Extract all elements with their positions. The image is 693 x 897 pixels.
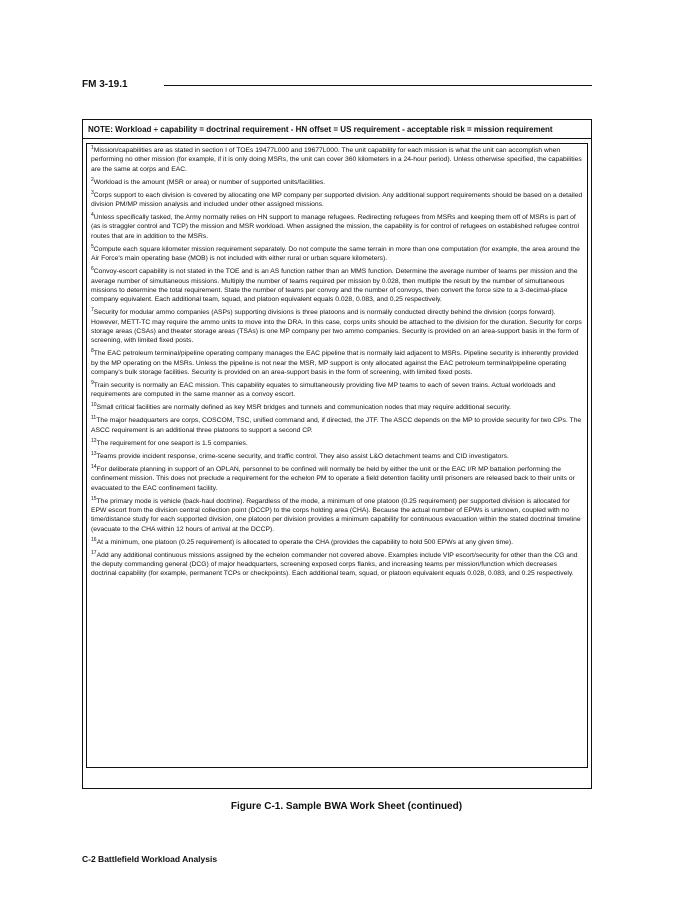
footnote-number: 2 [91, 176, 94, 183]
footnote-text: Mission/capabilities are as stated in section I of TOEs 19477L000 and 19677L000. The unit capability for each mission is what the unit can accomplish when performing no other mission (for example, if it is only doing MSRs, the unit can cover 360 kilometers in a 24-hour period). Unless otherwise specified, the capabilities are the same at corps and EAC. [91, 147, 582, 173]
footnote-text: The primary mode is vehicle (back-haul doctrine). Regardless of the mode, a minimum of one platoon (0.25 requirement) per supported division is allocated for EPW escort from the division central collection point (DCCP) to the corps holding area (CHA). Because the actual number of EPWs is unknown, coupled with no time/distance study for each supported division, one platoon per division provides a minimum capability for continuous evacuation within the stated doctrinal timeline (evacuate to the CHA within 12 hours of arrival at the DCCP). [91, 497, 581, 533]
footnote [91, 245, 584, 264]
footnote-text: The requirement for one seaport is 1.5 companies. [96, 439, 248, 447]
footnote-text: Compute each square kilometer mission requirement separately. Do not compute the same terrain in more than one computation (for example, the area around the Air Force's main operating base (MOB) is not included with either rural or urban square kilometers). [91, 245, 580, 263]
manual-id: FM 3-19.1 [82, 79, 128, 90]
footnote-number: 1 [91, 145, 94, 151]
footnote-number: 9 [91, 379, 94, 386]
page-footer: C-2 Battlefield Workload Analysis [82, 854, 218, 864]
footnote [91, 551, 584, 579]
worksheet-frame [82, 119, 592, 789]
footnote-text: Security for modular ammo companies (ASPs) supporting divisions is three platoons and is normally conducted directly behind the division (corps forward). However, METT-TC may require the ammo units to move into the DRA. In this case, corps units should be attached to the division for the duration. Security for corps storage areas (CSAs) and theater storage areas (TSAs) is one MP company per two ammo companies. Security is provided on an area-support basis in the form of screening, with limited fixed posts. [91, 309, 582, 345]
footnote-number: 5 [91, 243, 94, 250]
note-row: NOTE: Workload ÷ capability = doctrinal requirement - HN offset = US requirement - acceptable risk = mission requirement [83, 120, 591, 139]
footnote-text: Teams provide incident response, crime-scene security, and traffic control. They also assist L&O detachment teams and CID investigators. [96, 452, 509, 460]
footnote-text: Unless specifically tasked, the Army normally relies on HN support to manage refugees. Redirecting refugees from MSRs and keeping them off of MSRs is part of (as is straggler control and TCP) the mission and MSR workload. When assigned the mission, the capability is for control of refugees on established refugee control routes that are in addition to the MSRs. [91, 214, 579, 240]
page-header [82, 78, 592, 92]
footnote-number: 12 [91, 437, 97, 444]
footnote [91, 538, 584, 547]
footnote [91, 146, 584, 174]
footnote-text: Add any additional continuous missions assigned by the echelon commander not covered above. Examples include VIP escort/security for other than the CG and the deputy commanding general (DCG) of major headquarters, screening exposed corps flanks, and increasing teams per mission/function which decreases doctrinal capability (for example, permanent TCPs or checkpoints). Each additional team, squad, or platoon equivalent equals 0.028, 0.083, and 0.25 respectively. [91, 551, 578, 578]
footnote [91, 308, 584, 345]
footnote-number: 10 [91, 402, 97, 409]
footnote-text: Small critical facilities are normally defined as key MSR bridges and tunnels and communication nodes that may require additional security. [96, 404, 512, 412]
footnote-number: 3 [91, 189, 94, 196]
footnote-number: 7 [91, 307, 94, 314]
footnote-number: 6 [91, 266, 94, 273]
header-rule [164, 85, 592, 86]
footnote-text: The major headquarters are corps, COSCOM, TSC, unified command and, if directed, the JTF. The ASCC depends on the MP to provide security for two CPs. The ASCC requirement is an additional three platoons to support a second CP. [91, 417, 582, 434]
footnote-text: Train security is normally an EAC mission. This capability equates to simultaneously providing five MP teams to each of seven trains. Actual workloads and requirements are computed in the same manner as a convoy escort. [91, 381, 556, 399]
footnote-text: For deliberate planning in support of an OPLAN, personnel to be confined will normally be held by either the unit or the EAC I/R MP battalion performing the confinement mission. This does not preclude a requirement for the echelon PM to operate a field detention facility until prisoners are released back to their units or evacuated to the EAC confinement facility. [91, 465, 575, 492]
footnote [91, 213, 584, 241]
footnote-text: The EAC petroleum terminal/pipeline operating company manages the EAC pipeline that is normally laid adjacent to MSRs. Pipeline security is inherently provided by the MP operating on the MSRs. Unless the pipeline is not near the MSR, MP support is only allocated against the EAC petroleum terminal/pipeline operating company's bulk storage facilities. Security is provided on an area-support basis in the form of screening, with limited fixed posts. [91, 350, 579, 376]
footnote [91, 497, 584, 534]
footnote-text: Convoy-escort capability is not stated in the TOE and is an AS function rather than an MMS function. Determine the average number of teams per mission and the average number of simultaneous missions. Multiply the number of teams required per mission by 0.028, then multiple the result by the number of simultaneous missions to determine the total requirement. State the number of teams per convoy and the number of convoys, then convert the force size to a 3-decimal-place company equivalent. Each additional team, squad, and platoon equivalent equals 0.028, 0.083, and 0.25 respectively. [91, 268, 578, 304]
footnote-text: At a minimum, one platoon (0.25 requirement) is allocated to operate the CHA (provides the capability to hold 500 EPWs at any given time). [96, 538, 514, 546]
figure-caption: Figure C-1. Sample BWA Work Sheet (continued) [230, 801, 463, 812]
footnote [91, 349, 584, 377]
footnote [91, 465, 584, 493]
footnote-number: 17 [91, 549, 97, 556]
footnote-number: 16 [91, 536, 97, 543]
footnote-number: 15 [91, 495, 97, 502]
footnote [91, 439, 584, 448]
footnote-number: 14 [91, 463, 97, 470]
footnote [91, 381, 584, 400]
footnote [91, 452, 584, 461]
footnote-number: 11 [91, 415, 97, 422]
footnote-number: 8 [91, 348, 94, 355]
footnote-number: 4 [91, 212, 94, 219]
footnotes-box [86, 143, 588, 768]
footnote [91, 416, 584, 435]
footnote-text: Workload is the amount (MSR or area) or number of supported units/facilities. [93, 178, 326, 186]
footnote [91, 267, 584, 304]
footnote [91, 178, 584, 187]
footnote-text: Corps support to each division is covered by allocating one MP company per supported division. Any additional support requirements should be based on a detailed division PM/MP mission analysis and included under other assigned missions. [91, 191, 583, 209]
footnote [91, 403, 584, 412]
footnote-number: 13 [91, 450, 97, 457]
footnote [91, 191, 584, 210]
